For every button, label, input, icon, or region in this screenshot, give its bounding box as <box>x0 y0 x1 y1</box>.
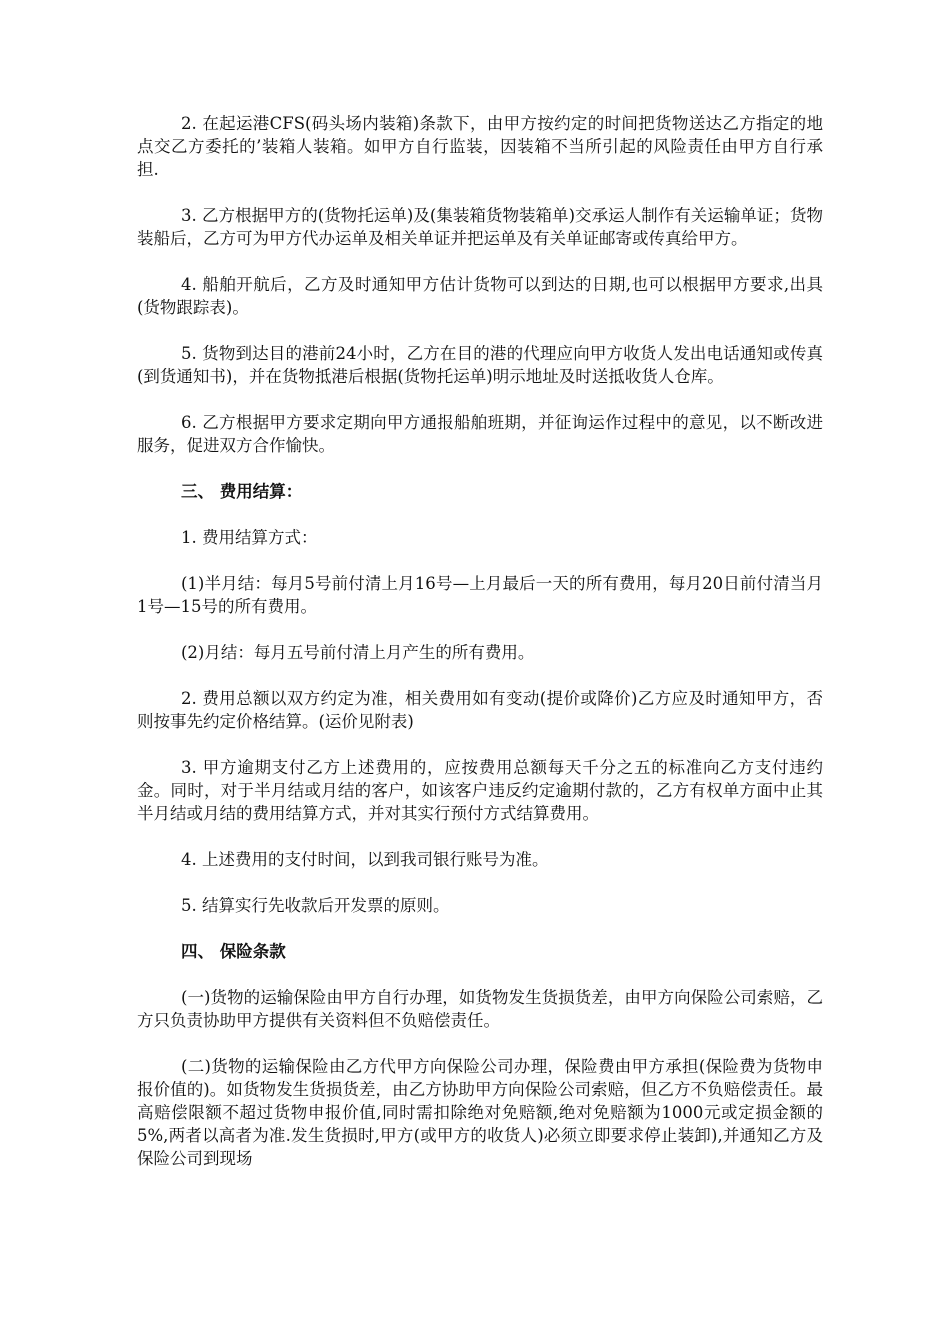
fee-clause-4-paragraph: 4. 上述费用的支付时间，以到我司银行账号为准。 <box>181 850 549 869</box>
insurance-clause-2-paragraph: (二)货物的运输保险由乙方代甲方向保险公司办理，保险费由甲方承担(保险费为货物申报价值的)。如货物发生货损货差，由乙方协助甲方向保险公司索赔，但乙方不负赔偿责任。最高赔偿限额不超过货物申报价值,同时需扣除绝对免赔额,绝对免赔额为1000元或定损金额的 5%,两者以高者为准.发生货损时,甲方(或甲方的收货人)必须立即要求停止装卸),并通知乙方及保险公司到现场 <box>137 1057 823 1168</box>
fee-clause-1-paragraph: 1. 费用结算方式： <box>181 528 318 547</box>
clause-5-paragraph: 5. 货物到达目的港前24小时，乙方在目的港的代理应向甲方收货人发出电话通知或传真(到货通知书)，并在货物抵港后根据(货物托运单)明示地址及时送抵收货人仓库。 <box>137 344 823 386</box>
fee-clause-2-paragraph: 2. 费用总额以双方约定为准，相关费用如有变动(提价或降价)乙方应及时通知甲方，否则按事先约定价格结算。(运价见附表) <box>137 689 823 731</box>
monthly-settlement-paragraph: (2)月结：每月五号前付清上月产生的所有费用。 <box>181 643 535 662</box>
clause-3-paragraph: 3. 乙方根据甲方的(货物托运单)及(集装箱货物装箱单)交承运人制作有关运输单证；货物装船后，乙方可为甲方代办运单及相关单证并把运单及有关单证邮寄或传真给甲方。 <box>137 206 823 248</box>
clause-6-paragraph: 6. 乙方根据甲方要求定期向甲方通报船舶班期，并征询运作过程中的意见，以不断改进服务，促进双方合作愉快。 <box>137 413 823 455</box>
insurance-clause-1-paragraph: (一)货物的运输保险由甲方自行办理，如货物发生货损货差，由甲方向保险公司索赔，乙方只负责协助甲方提供有关资料但不负赔偿责任。 <box>137 988 823 1030</box>
clause-4-paragraph: 4. 船舶开航后，乙方及时通知甲方估计货物可以到达的日期,也可以根据甲方要求,出具(货物跟踪表)。 <box>137 275 823 317</box>
fee-clause-3-paragraph: 3. 甲方逾期支付乙方上述费用的，应按费用总额每天千分之五的标准向乙方支付违约金。同时，对于半月结或月结的客户，如该客户违反约定逾期付款的，乙方有权单方面中止其半月结或月结的费用结算方式，并对其实行预付方式结算费用。 <box>137 758 823 823</box>
section-heading-fee-settlement: 三、 费用结算： <box>181 482 303 501</box>
document-page <box>137 112 823 1193</box>
clause-2-paragraph: 2. 在起运港CFS(码头场内装箱)条款下，由甲方按约定的时间把货物送达乙方指定的地点交乙方委托的’装箱人装箱。如甲方自行监装，因装箱不当所引起的风险责任由甲方自行承担. <box>137 114 823 179</box>
half-month-settlement-paragraph: (1)半月结：每月5号前付清上月16号—上月最后一天的所有费用，每月20日前付清当月1号—15号的所有费用。 <box>137 574 823 616</box>
fee-clause-5-paragraph: 5. 结算实行先收款后开发票的原则。 <box>181 896 450 915</box>
section-heading-insurance: 四、 保险条款 <box>181 942 286 961</box>
